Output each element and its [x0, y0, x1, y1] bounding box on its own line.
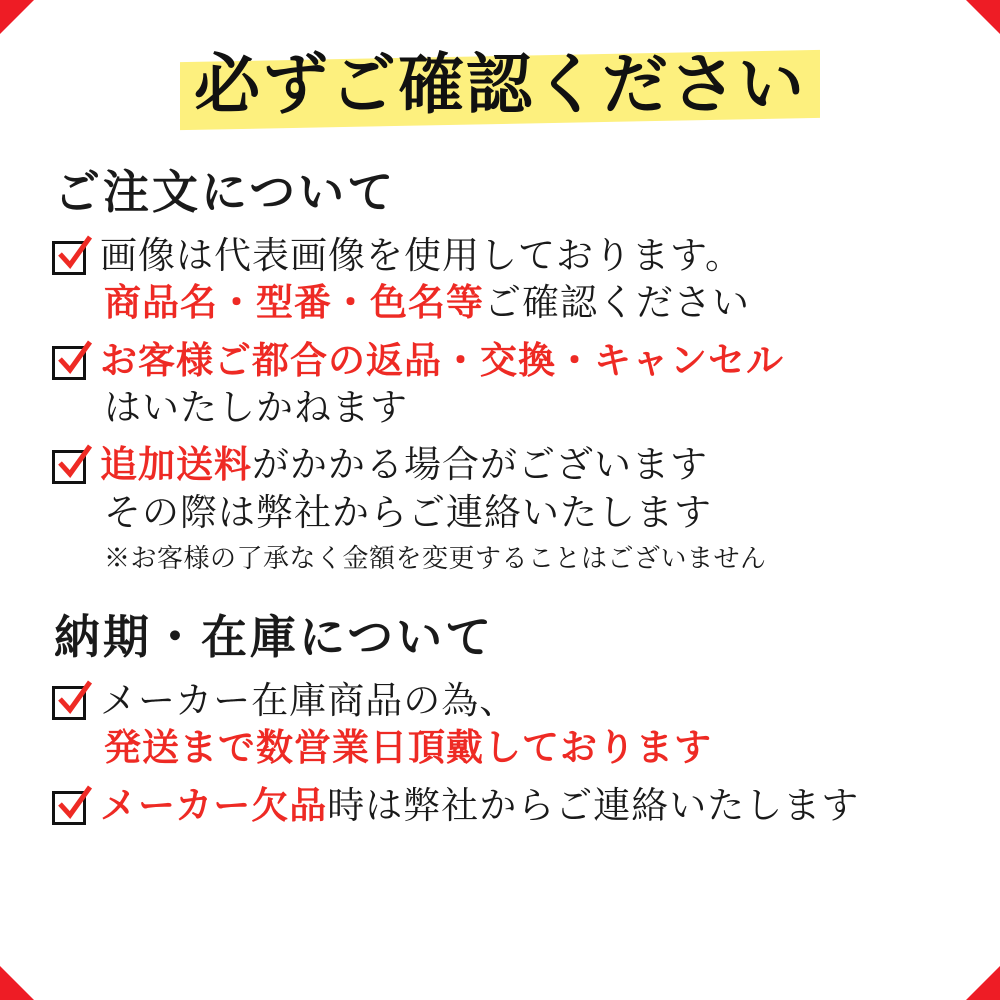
checkbox-checked-icon	[50, 447, 92, 489]
list-item-text	[100, 441, 954, 575]
section-title-delivery: 納期・在庫について	[54, 610, 495, 665]
text-span: ご確認ください	[484, 281, 750, 325]
list-item	[50, 677, 954, 772]
list-item	[50, 441, 954, 575]
list-item-text	[100, 677, 954, 772]
checkbox-checked-icon	[50, 683, 92, 725]
list-item-text	[100, 232, 954, 327]
text-span-emphasis: 発送まで数営業日頂戴しております	[104, 725, 712, 770]
text-line	[100, 232, 954, 279]
list-item-text	[100, 337, 954, 432]
list-item-text	[100, 782, 954, 829]
text-line	[100, 489, 954, 536]
text-span: がかかる場合がございます	[252, 443, 708, 487]
list-item	[50, 782, 954, 830]
checkbox-checked-icon	[50, 238, 92, 280]
list-item	[50, 337, 954, 432]
text-span-emphasis: 追加送料	[100, 442, 252, 487]
text-span-emphasis: メーカー欠品	[100, 782, 328, 827]
check-mark-icon	[54, 680, 94, 720]
text-span: はいたしかねます	[104, 385, 408, 429]
text-span-emphasis: 商品名・型番・色名等	[104, 280, 484, 325]
check-mark-icon	[54, 340, 94, 380]
text-span: その際は弊社からご連絡いたします	[104, 490, 712, 534]
section-order	[46, 156, 954, 575]
text-line	[100, 677, 954, 724]
text-span: 時は弊社からご連絡いたします	[327, 783, 860, 827]
section-delivery	[46, 601, 954, 830]
check-mark-icon	[54, 444, 94, 484]
text-line	[100, 441, 954, 488]
text-line	[100, 337, 954, 384]
headline-banner	[46, 42, 954, 130]
text-span: メーカー在庫商品の為、	[100, 679, 518, 723]
checkbox-checked-icon	[50, 343, 92, 385]
text-span-emphasis: お客様ご都合の返品・交換・キャンセル	[100, 337, 784, 382]
text-span: 画像は代表画像を使用しております。	[100, 233, 744, 277]
text-line	[100, 724, 954, 771]
headline	[180, 42, 820, 130]
text-line	[100, 384, 954, 431]
text-line	[100, 279, 954, 326]
footnote: ※お客様の了承なく金額を変更することはございません	[104, 544, 767, 575]
list-item	[50, 232, 954, 327]
check-mark-icon	[54, 235, 94, 275]
headline-text: 必ずご確認ください	[194, 45, 806, 123]
section-title-order: ご注文について	[54, 164, 397, 219]
checkbox-checked-icon	[50, 788, 92, 830]
text-line	[100, 782, 954, 829]
check-mark-icon	[54, 785, 94, 825]
